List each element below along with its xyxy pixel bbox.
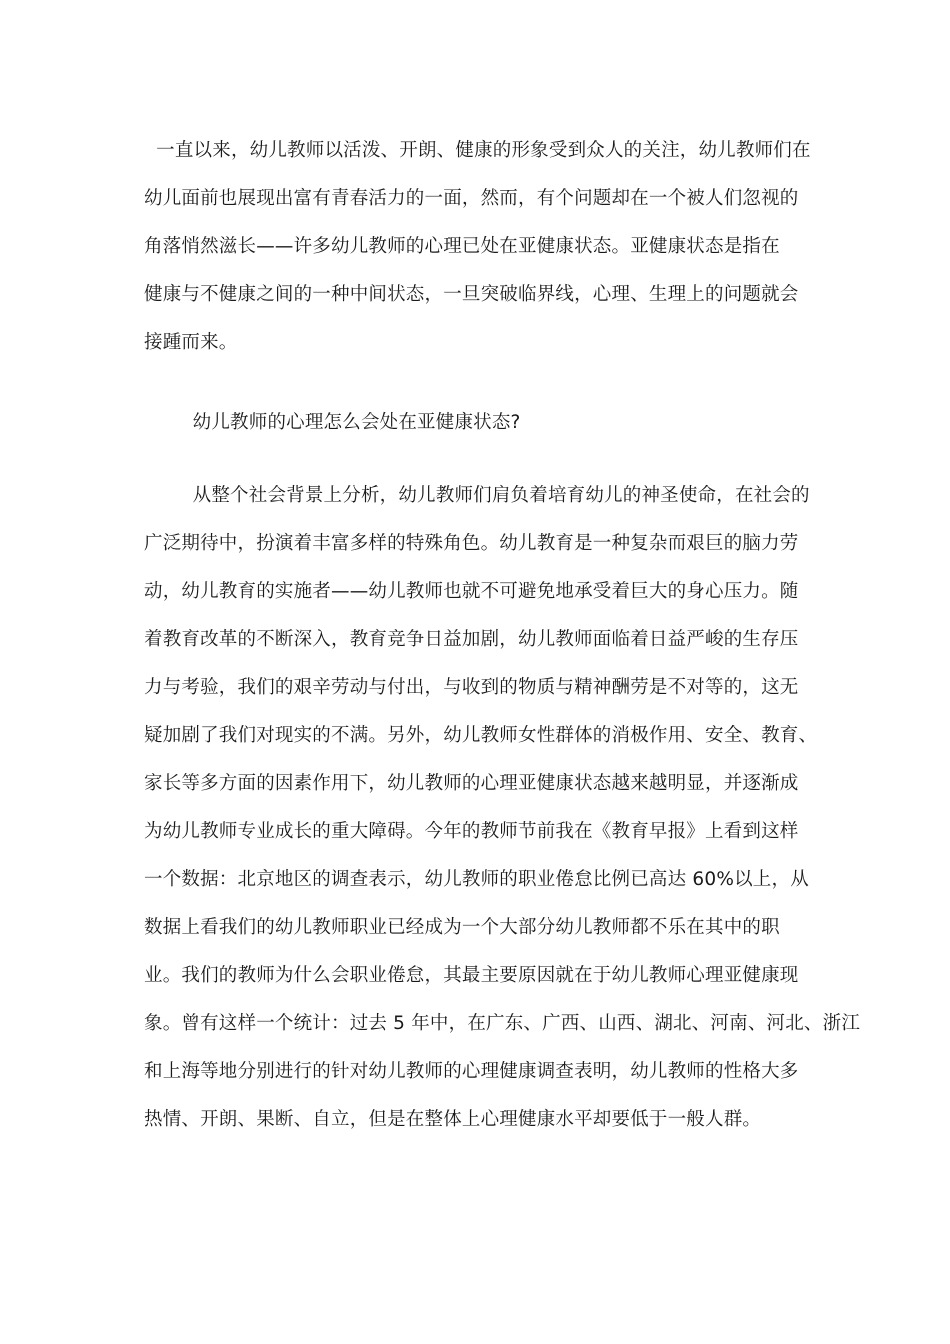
text-line: 幼儿教师的心理怎么会处在亚健康状态? — [144, 412, 521, 433]
text-line: 广泛期待中，扮演着丰富多样的特殊角色。幼儿教育是一种复杂而艰巨的脑力劳 — [144, 533, 799, 554]
text-line: 一个数据：北京地区的调查表示，幼儿教师的职业倦怠比例已高达 60%以上，从 — [144, 869, 809, 890]
text-line: 力与考验，我们的艰辛劳动与付出，与收到的物质与精神酬劳是不对等的，这无 — [144, 677, 799, 698]
text-line: 幼儿面前也展现出富有青春活力的一面，然而，有个问题却在一个被人们忽视的 — [144, 188, 799, 209]
text-line: 疑加剧了我们对现实的不满。另外，幼儿教师女性群体的消极作用、安全、教育、 — [144, 725, 818, 746]
text-line: 业。我们的教师为什么会职业倦怠，其最主要原因就在于幼儿教师心理亚健康现 — [144, 965, 799, 986]
paragraph-intro — [144, 127, 810, 367]
text-line: 动，幼儿教育的实施者——幼儿教师也就不可避免地承受着巨大的身心压力。随 — [144, 581, 799, 602]
text-line: 家长等多方面的因素作用下，幼儿教师的心理亚健康状态越来越明显，并逐渐成 — [144, 773, 799, 794]
paragraph-question — [144, 399, 810, 447]
text-line: 健康与不健康之间的一种中间状态，一旦突破临界线，心理、生理上的问题就会 — [144, 284, 799, 305]
text-line: 接踵而来。 — [144, 332, 238, 353]
text-line: 象。曾有这样一个统计：过去 5 年中，在广东、广西、山西、湖北、河南、河北、浙江 — [144, 1013, 861, 1034]
paragraph-analysis — [144, 472, 861, 1144]
text-line: 从整个社会背景上分析，幼儿教师们肩负着培育幼儿的神圣使命，在社会的 — [144, 485, 810, 506]
text-line: 数据上看我们的幼儿教师职业已经成为一个大部分幼儿教师都不乐在其中的职 — [144, 917, 780, 938]
text-line: 角落悄然滋长——许多幼儿教师的心理已处在亚健康状态。亚健康状态是指在 — [144, 236, 780, 257]
text-line: 热情、开朗、果断、自立，但是在整体上心理健康水平却要低于一般人群。 — [144, 1109, 762, 1130]
text-line: 一直以来，幼儿教师以活泼、开朗、健康的形象受到众人的关注，幼儿教师们在 — [144, 140, 811, 161]
text-line: 着教育改革的不断深入，教育竞争日益加剧，幼儿教师面临着日益严峻的生存压 — [144, 629, 799, 650]
text-line: 为幼儿教师专业成长的重大障碍。今年的教师节前我在《教育早报》上看到这样 — [144, 821, 799, 842]
text-line: 和上海等地分别进行的针对幼儿教师的心理健康调查表明，幼儿教师的性格大多 — [144, 1061, 799, 1082]
